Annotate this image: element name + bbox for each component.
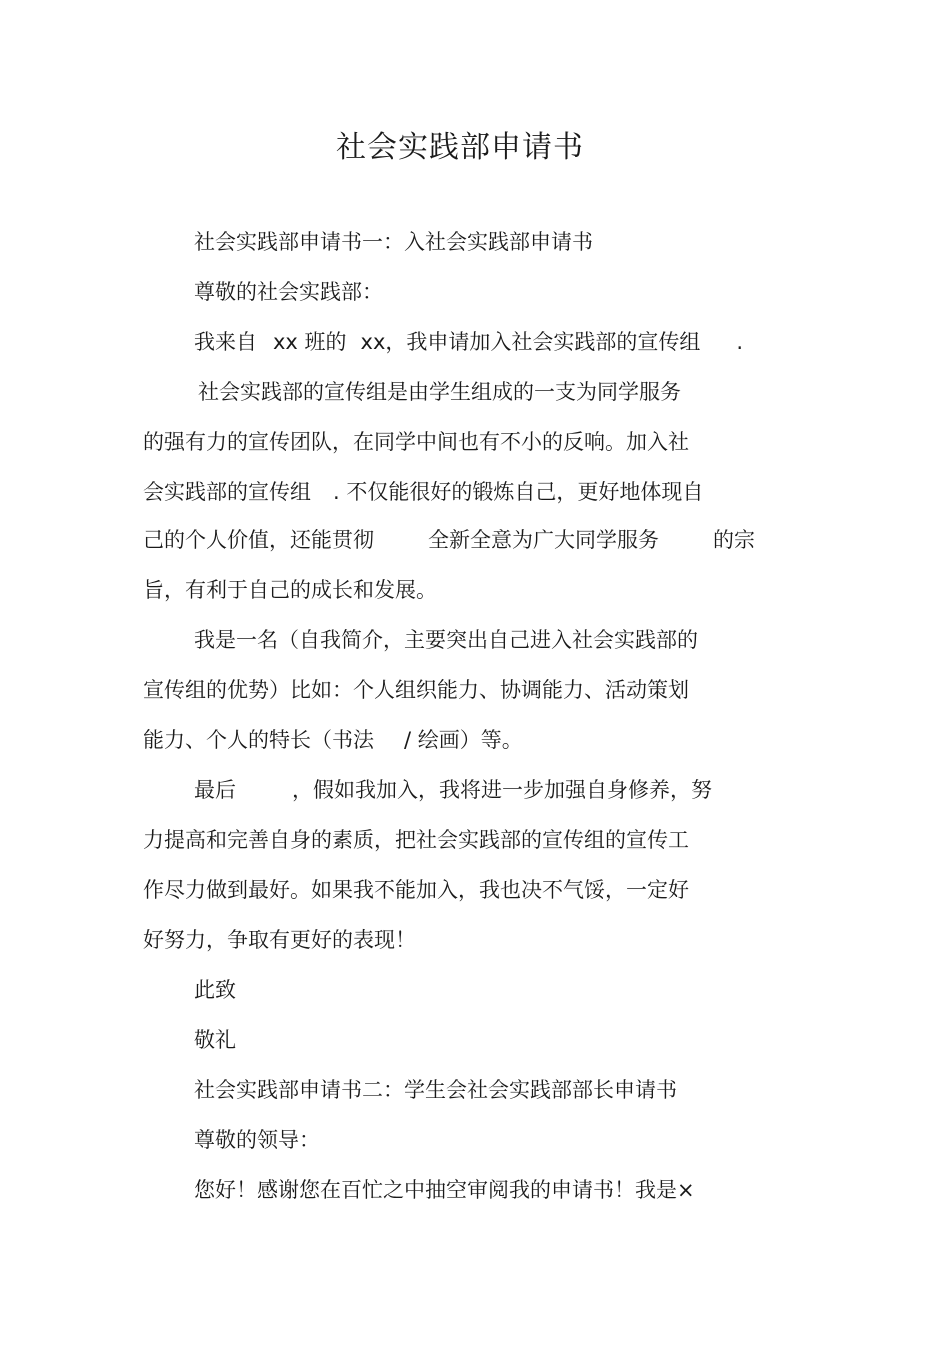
body-line xyxy=(143,477,703,507)
text-segment: ，假如我加入，我将进一步加强自身修养，努 xyxy=(292,778,712,802)
body-line: 宣传组的优势）比如：个人组织能力、协调能力、活动策划 xyxy=(143,678,689,702)
body-line xyxy=(143,725,523,755)
text-segment: 最后 xyxy=(194,778,236,802)
text-segment: / 绘画）等。 xyxy=(404,728,523,752)
body-line: 力提高和完善自身的素质，把社会实践部的宣传组的宣传工 xyxy=(143,828,689,852)
text-segment: 会实践部的宣传组 xyxy=(143,480,311,504)
body-line: 我是一名（自我简介，主要突出自己进入社会实践部的 xyxy=(194,628,698,652)
body-line: 作尽力做到最好。如果我不能加入，我也决不气馁，一定好 xyxy=(143,878,689,902)
section-heading-2: 社会实践部申请书二：学生会社会实践部部长申请书 xyxy=(194,1078,677,1102)
text-segment: 己的个人价值，还能贯彻 xyxy=(143,528,374,552)
text-segment: xx 班的 xyxy=(273,330,347,354)
body-line: 的强有力的宣传团队，在同学中间也有不小的反响。加入社 xyxy=(143,430,689,454)
section-heading-1: 社会实践部申请书一：入社会实践部申请书 xyxy=(194,230,593,254)
text-segment: 能力、个人的特长（书法 xyxy=(143,728,374,752)
body-line xyxy=(143,525,755,555)
body-line: 您好！感谢您在百忙之中抽空审阅我的申请书！我是× xyxy=(194,1178,695,1202)
body-line: 好努力，争取有更好的表现！ xyxy=(143,928,416,952)
body-line-intro xyxy=(194,327,743,357)
body-line: 旨，有利于自己的成长和发展。 xyxy=(143,578,437,602)
body-line: 社会实践部的宣传组是由学生组成的一支为同学服务 xyxy=(198,380,681,404)
closing-line: 敬礼 xyxy=(194,1028,236,1052)
document-title: 社会实践部申请书 xyxy=(336,130,584,165)
text-segment: 我来自 xyxy=(194,330,257,354)
text-segment: 全新全意为广大同学服务 xyxy=(428,528,659,552)
closing-line: 此致 xyxy=(194,978,236,1002)
text-segment: . 不仅能很好的锻炼自己，更好地体现自 xyxy=(333,480,704,504)
salutation-2: 尊敬的领导： xyxy=(194,1128,320,1152)
body-line xyxy=(194,775,712,805)
text-segment: xx，我申请加入社会实践部的宣传组 xyxy=(360,330,701,354)
text-segment: . xyxy=(736,330,744,354)
text-segment: 的宗 xyxy=(713,528,755,552)
salutation-1: 尊敬的社会实践部： xyxy=(194,280,383,304)
